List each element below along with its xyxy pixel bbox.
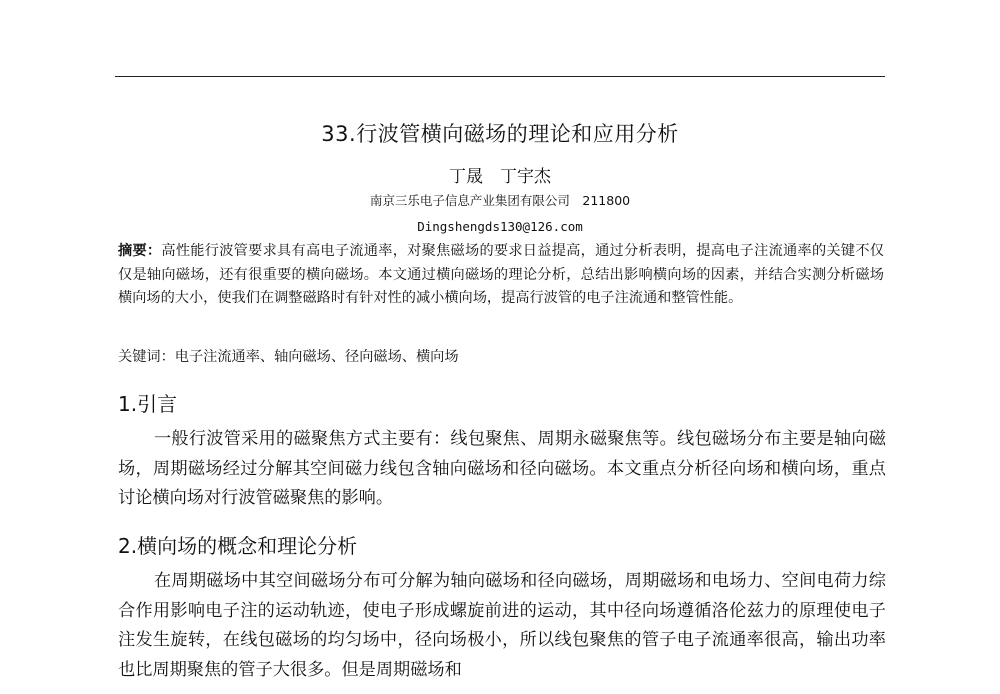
- section-paragraph-introduction: 一般行波管采用的磁聚焦方式主要有：线包聚焦、周期永磁聚焦等。线包磁场分布主要是轴向磁场，周期磁场经过分解其空间磁力线包含轴向磁场和径向磁场。本文重点分析径向场和横向场，重点讨论横向场对行波管磁聚焦的影响。: [118, 429, 886, 508]
- paper-title: 33.行波管横向磁场的理论和应用分析: [321, 122, 679, 146]
- abstract-text: 高性能行波管要求具有高电子流通率，对聚焦磁场的要求日益提高，通过分析表明，提高电子注流通率的关键不仅仅是轴向磁场，还有很重要的横向磁场。本文通过横向磁场的理论分析，总结出影响横向场的因素，并结合实测分析磁场横向场的大小，使我们在调整磁路时有针对性的减小横向场，提高行波管的电子注流通和整管性能。: [118, 243, 884, 306]
- section-heading-transverse-field: 2.横向场的概念和理论分析: [118, 534, 358, 558]
- keywords: [118, 346, 884, 369]
- paper-affiliation: 南京三乐电子信息产业集团有限公司 211800: [369, 193, 631, 208]
- abstract-label: 摘要：: [118, 243, 162, 259]
- paper-authors: 丁晟 丁宇杰: [449, 167, 551, 187]
- keywords-text: 电子注流通率、轴向磁场、径向磁场、横向场: [174, 349, 459, 365]
- paper-email: Dingshengds130@126.com: [417, 219, 583, 234]
- header-rule: [115, 76, 885, 77]
- abstract: [118, 240, 884, 311]
- keywords-label: 关键词：: [118, 349, 175, 365]
- section-paragraph-transverse-field: 在周期磁场中其空间磁场分布可分解为轴向磁场和径向磁场，周期磁场和电场力、空间电荷力综合作用影响电子注的运动轨迹，使电子形成螺旋前进的运动，其中径向场遵循洛伦兹力的原理使电子注发生旋转，在线包磁场的均匀场中，径向场极小，所以线包聚焦的管子电子流通率很高，输出功率也比周期聚焦的管子大很多。但是周期磁场和: [118, 571, 886, 680]
- section-heading-introduction: 1.引言: [118, 392, 178, 416]
